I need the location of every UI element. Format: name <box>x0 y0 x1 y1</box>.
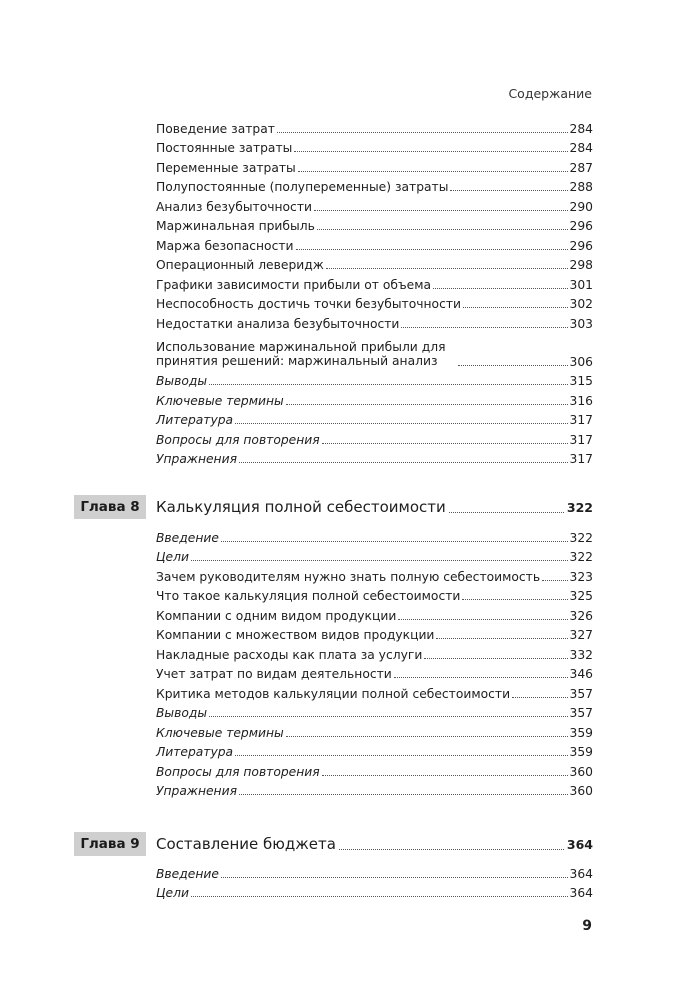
toc-entry-title: Учет затрат по видам деятельности <box>156 667 392 681</box>
toc-entry-title: Литература <box>156 745 234 759</box>
dot-leader <box>286 736 568 737</box>
toc-entry[interactable] <box>156 642 593 662</box>
toc-entry-page: 302 <box>569 297 593 311</box>
running-head: Содержание <box>508 86 592 101</box>
toc-entry-page: 327 <box>569 628 593 642</box>
toc-entry[interactable] <box>156 331 593 369</box>
dot-leader <box>221 541 568 542</box>
dot-leader <box>314 210 568 211</box>
dot-leader <box>296 249 568 250</box>
toc-entry-title: Цели <box>156 886 189 900</box>
toc-entry-page: 303 <box>569 316 593 331</box>
toc-entry[interactable] <box>156 253 593 273</box>
toc-entry-page: 296 <box>569 219 593 233</box>
toc-entry-title: Выводы <box>156 374 208 388</box>
dot-leader <box>317 229 568 230</box>
toc-entry-title: Операционный леверидж <box>156 258 324 272</box>
toc-entry-title: Зачем руководителям нужно знать полную себестоимость <box>156 569 541 584</box>
toc-entry-page: 284 <box>569 121 593 136</box>
toc-entry[interactable] <box>156 525 593 545</box>
toc-entry-title: Введение <box>156 866 219 881</box>
toc-entry-page: 296 <box>569 238 593 253</box>
toc-entry[interactable] <box>156 759 593 779</box>
toc-entry[interactable] <box>156 388 593 408</box>
toc-entry[interactable] <box>156 214 593 234</box>
toc-entry[interactable] <box>156 311 593 331</box>
toc-entry[interactable] <box>156 369 593 389</box>
toc-entry-page: 364 <box>569 886 593 900</box>
toc-entry[interactable] <box>156 136 593 156</box>
toc-entry[interactable] <box>156 564 593 584</box>
toc-entry[interactable] <box>156 408 593 428</box>
dot-leader <box>286 404 568 405</box>
toc-entry[interactable] <box>156 116 593 136</box>
dot-leader <box>398 619 567 620</box>
dot-leader <box>322 443 568 444</box>
toc-entry[interactable] <box>156 623 593 643</box>
dot-leader <box>339 849 564 850</box>
toc-entry-title: Накладные расходы как плата за услуги <box>156 647 423 662</box>
toc-entry-title: Критика методов калькуляции полной себестоимости <box>156 686 511 701</box>
page-number: 9 <box>582 918 592 934</box>
dot-leader <box>239 794 568 795</box>
toc-entry-title: Неспособность достичь точки безубыточности <box>156 297 461 311</box>
chapter-title: Калькуляция полной себестоимости <box>156 498 446 516</box>
toc-entry-title: Выводы <box>156 706 208 720</box>
toc-entry-title: Введение <box>156 530 219 545</box>
toc-entry[interactable] <box>156 584 593 604</box>
toc-section-chapter-7 <box>156 116 593 466</box>
toc-entry-title: Маржа безопасности <box>156 238 294 253</box>
toc-entry-title: Ключевые термины <box>156 393 284 408</box>
dot-leader <box>394 677 568 678</box>
dot-leader <box>221 877 568 878</box>
chapter-heading-8[interactable] <box>74 495 593 519</box>
toc-entry-page: 360 <box>569 784 593 798</box>
dot-leader <box>433 288 567 289</box>
dot-leader <box>209 716 567 717</box>
toc-entry-title: Поведение затрат <box>156 121 275 136</box>
toc-entry-page: 357 <box>569 686 593 701</box>
toc-entry-page: 359 <box>569 745 593 759</box>
dot-leader <box>424 658 567 659</box>
dot-leader <box>235 755 567 756</box>
toc-entry-title: Цели <box>156 550 189 564</box>
toc-entry-title: Недостатки анализа безубыточности <box>156 316 400 331</box>
toc-entry[interactable] <box>156 701 593 721</box>
toc-entry[interactable] <box>156 861 593 881</box>
toc-entry-page: 306 <box>569 354 593 369</box>
toc-entry-page: 298 <box>569 258 593 272</box>
toc-entry-page: 332 <box>569 647 593 662</box>
toc-entry-page: 288 <box>569 180 593 194</box>
toc-entry-page: 290 <box>569 199 593 214</box>
toc-entry-title: Упражнения <box>156 452 237 466</box>
toc-entry[interactable] <box>156 194 593 214</box>
chapter-title: Составление бюджета <box>156 835 336 853</box>
dot-leader <box>235 423 567 424</box>
dot-leader <box>294 151 567 152</box>
dot-leader <box>463 307 568 308</box>
toc-entry-page: 316 <box>569 393 593 408</box>
toc-entry-title: Переменные затраты <box>156 160 296 175</box>
toc-entry-page: 315 <box>569 374 593 388</box>
dot-leader <box>191 896 568 897</box>
toc-entry-title: Анализ безубыточности <box>156 199 312 214</box>
toc-entry-page: 325 <box>569 589 593 603</box>
toc-entry-title: Графики зависимости прибыли от объема <box>156 277 432 292</box>
dot-leader <box>322 775 568 776</box>
toc-entry[interactable] <box>156 175 593 195</box>
toc-entry-page: 301 <box>569 277 593 292</box>
dot-leader <box>401 327 567 328</box>
dot-leader <box>191 560 568 561</box>
toc-section-chapter-9 <box>156 861 593 900</box>
toc-entry[interactable] <box>156 427 593 447</box>
dot-leader <box>277 132 568 133</box>
toc-entry-title: Маржинальная прибыль <box>156 219 315 233</box>
toc-entry[interactable] <box>156 603 593 623</box>
chapter-page: 322 <box>566 499 593 515</box>
toc-entry[interactable] <box>156 881 593 901</box>
chapter-badge: Глава 9 <box>74 832 146 856</box>
toc-entry-page: 323 <box>569 569 593 584</box>
toc-entry-title: Использование маржинальной прибыли для принятия решений: маржинальный анализ <box>156 339 446 368</box>
toc-entry-page: 322 <box>569 550 593 564</box>
toc-entry-title: Литература <box>156 413 234 427</box>
toc-entry-page: 317 <box>569 413 593 427</box>
dot-leader <box>512 697 567 698</box>
dot-leader <box>436 638 567 639</box>
dot-leader <box>450 190 567 191</box>
toc-entry-title: Что такое калькуляция полной себестоимости <box>156 589 461 603</box>
toc-entry[interactable] <box>156 155 593 175</box>
toc-section-chapter-8 <box>156 525 593 798</box>
toc-entry-title: Постоянные затраты <box>156 141 293 155</box>
toc-entry-title: Компании с множеством видов продукции <box>156 628 435 642</box>
chapter-badge: Глава 8 <box>74 495 146 519</box>
toc-entry-title: Упражнения <box>156 784 237 798</box>
toc-entry[interactable] <box>156 662 593 682</box>
toc-entry[interactable] <box>156 779 593 799</box>
toc-entry-page: 317 <box>569 432 593 447</box>
toc-entry-title: Вопросы для повторения <box>156 764 320 779</box>
toc-entry-page: 360 <box>569 764 593 779</box>
dot-leader <box>449 512 564 513</box>
toc-entry-page: 326 <box>569 608 593 623</box>
toc-entry-title: Вопросы для повторения <box>156 432 320 447</box>
toc-entry[interactable] <box>156 720 593 740</box>
dot-leader <box>326 268 568 269</box>
toc-entry[interactable] <box>156 740 593 760</box>
toc-entry-page: 364 <box>569 866 593 881</box>
toc-entry-page: 317 <box>569 452 593 466</box>
toc-entry[interactable] <box>156 272 593 292</box>
dot-leader <box>542 580 567 581</box>
toc-entry-title: Компании с одним видом продукции <box>156 608 397 623</box>
toc-entry[interactable] <box>156 545 593 565</box>
dot-leader <box>298 171 568 172</box>
toc-entry[interactable] <box>156 681 593 701</box>
toc-entry-page: 357 <box>569 706 593 720</box>
toc-entry-page: 284 <box>569 141 593 155</box>
dot-leader <box>458 365 568 366</box>
toc-entry[interactable] <box>156 292 593 312</box>
chapter-heading-9[interactable] <box>74 832 593 856</box>
toc-entry-page: 346 <box>569 667 593 681</box>
toc-entry[interactable] <box>156 233 593 253</box>
dot-leader <box>239 462 568 463</box>
dot-leader <box>209 384 567 385</box>
dot-leader <box>462 599 567 600</box>
toc-entry-page: 359 <box>569 725 593 740</box>
toc-entry-page: 287 <box>569 160 593 175</box>
toc-entry[interactable] <box>156 447 593 467</box>
chapter-page: 364 <box>566 836 593 852</box>
toc-entry-page: 322 <box>569 530 593 545</box>
toc-entry-title: Ключевые термины <box>156 725 284 740</box>
toc-entry-title: Полупостоянные (полупеременные) затраты <box>156 180 449 194</box>
